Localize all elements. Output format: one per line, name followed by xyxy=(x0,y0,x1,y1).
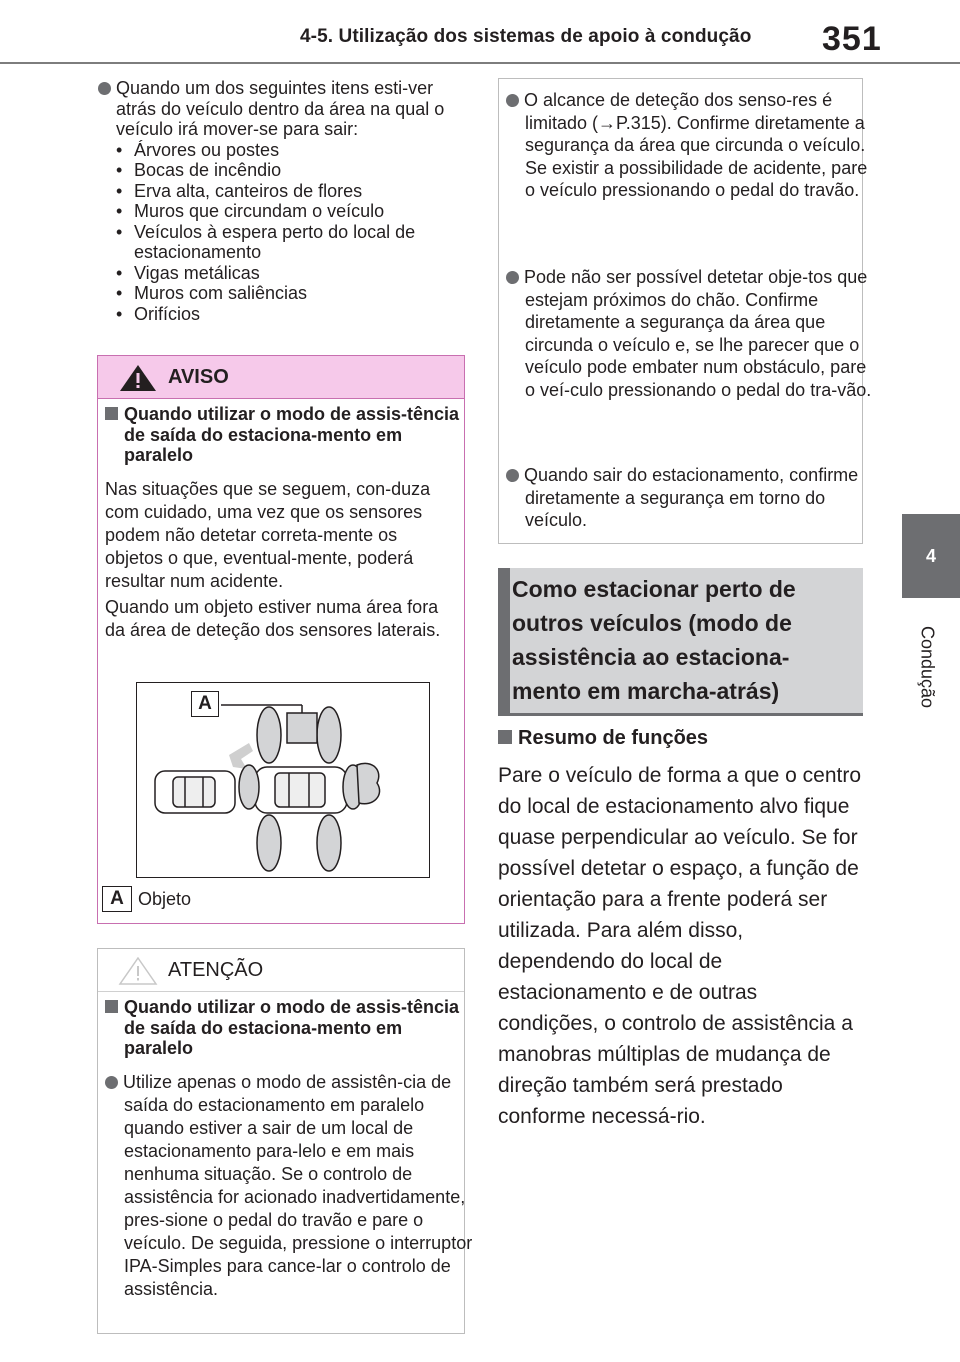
list-item: • Erva alta, canteiros de flores xyxy=(116,181,468,202)
bullet-dot-icon xyxy=(506,469,519,482)
atencao-heading xyxy=(105,997,476,1059)
atencao-header xyxy=(98,949,464,992)
obstacle-list xyxy=(98,140,468,325)
subheading-text: Resumo de funções xyxy=(518,727,709,749)
atencao-heading-text: Quando utilizar o modo de assis-tência de saída do estaciona-mento em paralelo xyxy=(124,997,460,1058)
list-item: • Bocas de incêndio xyxy=(116,160,468,181)
chapter-number: 4 xyxy=(925,545,936,566)
subheading xyxy=(498,727,708,750)
aviso-heading-text: Quando utilizar o modo de assis-tência de saída do estaciona-mento em paralelo xyxy=(124,404,460,465)
parking-sensor-illustration xyxy=(137,683,427,875)
list-item: • Árvores ou postes xyxy=(116,140,468,161)
list-item: • Muros com saliências xyxy=(116,283,468,304)
aviso-paragraph-2: Quando um objeto estiver numa área fora da área de deteção dos sensores laterais. xyxy=(105,597,441,640)
chapter-tab xyxy=(902,514,960,598)
chapter-name: Condução xyxy=(917,625,938,709)
legend-key: A xyxy=(102,886,132,912)
note-item-text: O alcance de deteção dos senso-res é limitado (→P.315). Confirme diretamente a segurança da área que circunda o veículo. Se existir a possibilidade de acidente, pare o veículo pressionando o pedal do travão. xyxy=(524,90,868,200)
list-item: • Orifícios xyxy=(116,304,468,325)
bullet-dot-icon xyxy=(98,82,111,95)
parked-car-icon xyxy=(155,771,235,813)
atencao-label: ATENÇÃO xyxy=(168,959,264,981)
aviso-heading xyxy=(105,404,476,466)
note-item xyxy=(506,89,875,202)
section-underline xyxy=(498,713,863,716)
diagram-label-a: A xyxy=(191,691,219,717)
atencao-item-text: Utilize apenas o modo de assistên-cia de saída do estacionamento em paralelo quando estiver a sair de um local de estacionamento para-lelo e em mais nenhuma situação. Se o controlo de assistência for acionado inadvertidamente, pres-sione o pedal do travão e pare o veículo. De seguida, pressione o interruptor IPA-Simples para cance-lar o controlo de assistência. xyxy=(123,1072,473,1299)
bullet-dot-icon xyxy=(506,271,519,284)
atencao-box xyxy=(97,948,473,1334)
square-bullet-icon xyxy=(105,1000,118,1013)
aviso-box xyxy=(97,355,465,924)
note-item xyxy=(506,464,875,532)
warning-triangle-icon xyxy=(118,364,158,392)
object-box xyxy=(287,713,317,743)
legend-text: Objeto xyxy=(138,889,192,909)
square-bullet-icon xyxy=(498,730,512,744)
bullet-dot-icon xyxy=(105,1076,118,1089)
aviso-label: AVISO xyxy=(168,366,229,388)
aviso-header xyxy=(98,356,464,399)
notes-box xyxy=(498,78,872,544)
section-title: 4-5. Utilização dos sistemas de apoio à condução xyxy=(300,26,752,47)
page-number: 351 xyxy=(822,20,882,58)
note-item-text: Quando sair do estacionamento, confirme diretamente a segurança em torno do veículo. xyxy=(524,465,859,530)
section-heading: Como estacionar perto de outros veículos (modo de assistência ao estaciona-mento em marcha-atrás) xyxy=(512,576,796,704)
square-bullet-icon xyxy=(105,407,118,420)
list-item: • Muros que circundam o veículo xyxy=(116,201,468,222)
note-item xyxy=(506,266,875,401)
atencao-item xyxy=(105,1071,476,1301)
aviso-paragraph-1: Nas situações que se seguem, con-duza com cuidado, uma vez que os sensores podem não detetar correta-mente os objetos o que, eventual-mente, poderá resultar num acidente. xyxy=(105,479,431,591)
intro-block xyxy=(98,78,468,324)
chapter-name-container xyxy=(892,612,960,722)
section-accent-bar xyxy=(498,568,510,715)
list-item: • Veículos à espera perto do local de estacionamento xyxy=(116,222,468,263)
vehicle-icon xyxy=(255,767,347,813)
sensor-diagram xyxy=(136,682,430,878)
caution-triangle-icon xyxy=(118,957,158,985)
object-shape xyxy=(357,763,380,803)
intro-lead-text: Quando um dos seguintes itens esti-ver atrás do veículo dentro da área na qual o veículo irá mover-se para sair: xyxy=(116,78,445,139)
header-divider xyxy=(0,62,960,64)
body-text: Pare o veículo de forma a que o centro do local de estacionamento alvo fique quase perpendicular ao veículo. Se for possível detetar o espaço, a função de orientação para a frente poderá ser utilizada. Para além disso, dependendo do local de estacionamento e de outras condições, o controlo de assistência a manobras múltiplas de mudança de direção também será prestado conforme necessá-rio. xyxy=(498,764,862,1128)
list-item: • Vigas metálicas xyxy=(116,263,468,284)
note-item-text: Pode não ser possível detetar obje-tos que estejam próximos do chão. Confirme diretamente a segurança da área que circunda o veículo e, se lhe parecer que o veículo pode embater num obstáculo, pare o veí-culo pressionando o pedal do tra-vão. xyxy=(524,267,872,400)
bullet-dot-icon xyxy=(506,94,519,107)
intro-lead xyxy=(98,78,468,140)
